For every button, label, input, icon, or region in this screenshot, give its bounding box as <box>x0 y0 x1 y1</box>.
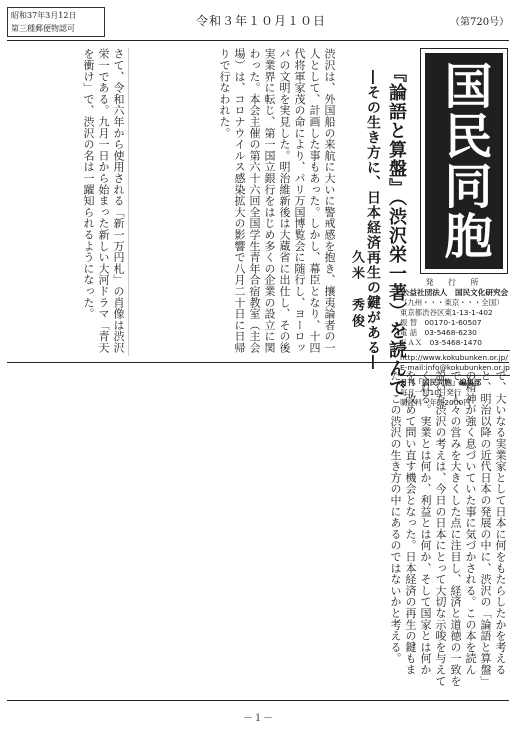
publisher-region: （九州・・・東京・・・全国） <box>400 298 504 307</box>
page-number: －１－ <box>243 713 273 724</box>
publisher-org: 公益社団法人 国民文化研究会 <box>401 288 509 297</box>
publisher-issue-day: 毎月一回10日発行 <box>400 388 462 397</box>
middle-rule <box>7 362 509 363</box>
postal-registration <box>7 7 105 37</box>
publisher-divider <box>400 350 510 351</box>
issue-date: 令和３年１０月１０日 <box>196 14 327 28</box>
author-byline: 久米 秀俊 <box>349 250 364 330</box>
masthead <box>420 48 508 274</box>
publisher-url[interactable]: http://www.kokubunken.or.jp/ <box>400 353 508 362</box>
masthead-title: 国民同胞 <box>436 61 492 261</box>
publisher-price: 購読料 年間2000円 <box>400 398 471 407</box>
publisher-address: 東京都渋谷区東1-13-1-402 <box>400 308 493 317</box>
column-divider <box>128 48 129 356</box>
bottom-rule <box>7 700 509 701</box>
publisher-header: 発 行 所 <box>425 278 485 287</box>
publisher-furikae: 振 替 00170-1-60507 <box>400 318 482 327</box>
top-rule <box>7 40 509 41</box>
publisher-fax: ＦＡＸ 03-5468-1470 <box>400 338 482 347</box>
publisher-tel: 電 話 03-5468-6230 <box>400 328 477 337</box>
publisher-email[interactable]: E-mail:info@kokubunken.or.jp <box>400 363 510 372</box>
publisher-monthly: 月刊「国民同胞」編集部 <box>400 378 482 387</box>
article-column-bottom: で、大いなる実業家として日本に何をもたらしたかを考えると、明治以降の近代日本の発展の中に、渋沢の「論語と算盤」の精神が強く息づいていた事に気づかされる。この本を読んで、人々の営みを大きくした点に注目し、経済と道徳の一致を説いた渋沢の考えは、今日の日本にとって大切な示唆を与えてくれる。実業とは何か、利益とは何か、そして国家とは何かを、改めて問い直す機会となった。日本経済の再生の鍵もまた、この渋沢の生き方の中にあるのではないかと考える。 <box>389 370 507 687</box>
headline: 『論語と算盤』（渋沢栄一著）を読んで <box>386 64 407 397</box>
subheadline: ―その生き方に、日本経済再生の鍵がある― <box>365 70 381 370</box>
registration-line-1: 昭和37年3月12日 <box>11 11 77 20</box>
issue-number: （第720号） <box>450 17 510 28</box>
article-column-top-left: さて、令和六年から使用される「新一万円札」の肖像は渋沢栄一である。九月一日から始まった新しい大河ドラマ「青天を衝け」で、渋沢の名は一躍知られるようになった。 <box>82 48 125 354</box>
registration-line-2: 第三種郵便物認可 <box>11 24 75 33</box>
article-column-top-right: 渋沢は、外国船の来航に大いに警戒感を抱き、攘夷論者の一人として、計画した事もあった。しかし、幕臣となり、十四代将軍家茂の命により、パリ万国博覧会に随行し、ヨーロッパの文明を実見した。明治維新後は大蔵省に出仕し、その後実業界に転じ、第一国立銀行をはじめ多くの企業の設立に関わった。本会主催の第六十六回全国学生青年合宿教室（主会場）は、コロナウイルス感染拡大の影響で八月二十日に日帰りで行なわれた。 <box>218 48 336 354</box>
masthead-block <box>425 53 503 269</box>
